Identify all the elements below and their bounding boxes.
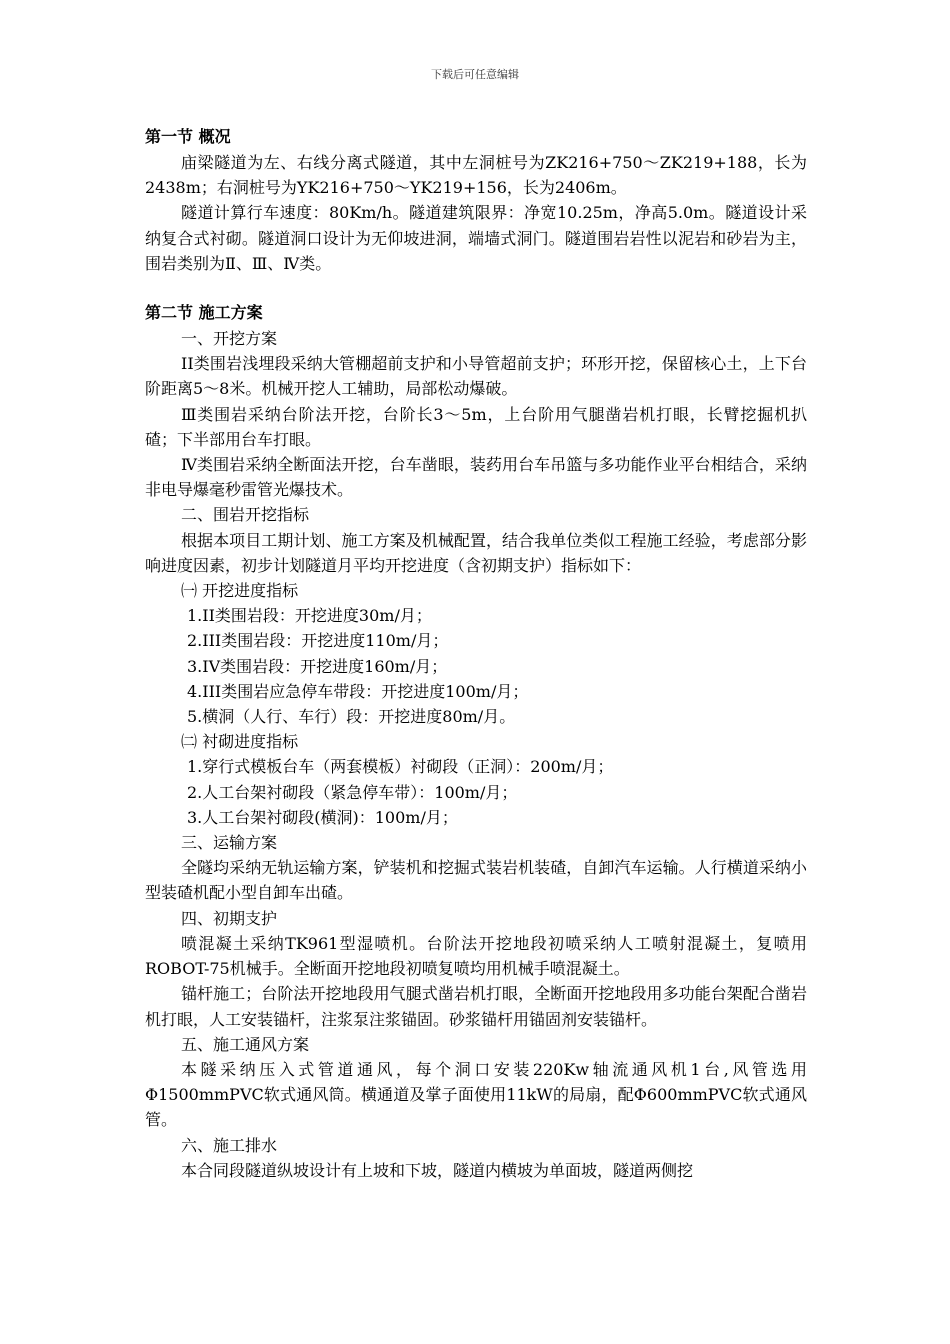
paragraph: 喷混凝土采纳TK961型湿喷机。台阶法开挖地段初喷采纳人工喷射混凝土，复喷用ROBOT-75机械手。全断面开挖地段初喷复喷均用机械手喷混凝土。	[145, 933, 807, 979]
subsection-heading: 六、施工排水	[181, 1135, 278, 1155]
subsection-heading: 五、施工通风方案	[181, 1034, 310, 1054]
list-item: 2.人工台架衬砌段（紧急停车带）：100m/月；	[187, 782, 518, 802]
subsection-heading: 三、运输方案	[181, 833, 278, 853]
list-item: 5.横洞（人行、车行）段：开挖进度80m/月。	[187, 707, 516, 727]
section-2-title: 第二节 施工方案	[145, 303, 263, 323]
paragraph: Ⅳ类围岩采纳全断面法开挖，台车凿眼，装药用台车吊篮与多功能作业平台相结合，采纳非电导爆毫秒雷管光爆技术。	[145, 455, 807, 500]
list-item: 4.III类围岩应急停车带段：开挖进度100m/月；	[187, 681, 529, 701]
subsection-heading: 一、开挖方案	[181, 329, 278, 349]
paragraph: 隧道计算行车速度：80Km/h。隧道建筑限界：净宽10.25m，净高5.0m。隧道设计采纳复合式衬砌。隧道洞口设计为无仰坡进洞，端墙式洞门。隧道围岩岩性以泥岩和砂岩为主，围岩类别为Ⅱ、Ⅲ、Ⅳ类。	[145, 203, 807, 273]
section-1-title: 第一节 概况	[145, 127, 231, 146]
list-heading: ㈠ 开挖进度指标	[181, 581, 299, 601]
paragraph: 全隧均采纳无轨运输方案，铲装机和挖掘式装岩机装碴，自卸汽车运输。人行横道采纳小型装碴机配小型自卸车出碴。	[145, 858, 807, 903]
paragraph: 庙梁隧道为左、右线分离式隧道，其中左洞桩号为ZK216+750～ZK219+188，长为2438m；右洞桩号为YK216+750～YK219+156，长为2406m。	[145, 153, 807, 198]
list-heading: ㈡ 衬砌进度指标	[181, 732, 299, 752]
subsection-heading: 二、围岩开挖指标	[181, 505, 310, 525]
subsection-heading: 四、初期支护	[181, 908, 278, 928]
document-body	[145, 124, 807, 1183]
paragraph: Ⅲ类围岩采纳台阶法开挖，台阶长3～5m，上台阶用气腿凿岩机打眼，长臂挖掘机扒碴；下半部用台车打眼。	[145, 404, 807, 449]
paragraph: 本合同段隧道纵坡设计有上坡和下坡，隧道内横坡为单面坡，隧道两侧挖	[181, 1160, 694, 1180]
paragraph: 本隧采纳压入式管道通风，每个洞口安装220Kw轴流通风机1台,风管选用Φ1500mmPVC软式通风筒。横通道及掌子面使用11kW的局扇，配Φ600mmPVC软式通风管。	[145, 1059, 807, 1130]
paragraph: 锚杆施工；台阶法开挖地段用气腿式凿岩机打眼，全断面开挖地段用多功能台架配合凿岩机打眼，人工安装锚杆，注浆泵注浆锚固。砂浆锚杆用锚固剂安装锚杆。	[145, 984, 807, 1029]
paragraph: II类围岩浅埋段采纳大管棚超前支护和小导管超前支护；环形开挖，保留核心土，上下台阶距离5～8米。机械开挖人工辅助，局部松动爆破。	[145, 354, 807, 399]
paragraph: 根据本项目工期计划、施工方案及机械配置，结合我单位类似工程施工经验，考虑部分影响进度因素，初步计划隧道月平均开挖进度（含初期支护）指标如下：	[145, 530, 807, 575]
list-item: 3.IV类围岩段：开挖进度160m/月；	[187, 656, 448, 676]
list-item: 1.穿行式模板台车（两套模板）衬砌段（正洞）：200m/月；	[187, 757, 614, 777]
page-header: 下载后可任意编辑	[431, 68, 519, 81]
list-item: 3.人工台架衬砌段(横洞)：100m/月；	[187, 807, 458, 827]
list-item: 2.III类围岩段：开挖进度110m/月；	[187, 631, 449, 651]
list-item: 1.II类围岩段：开挖进度30m/月；	[187, 606, 432, 626]
